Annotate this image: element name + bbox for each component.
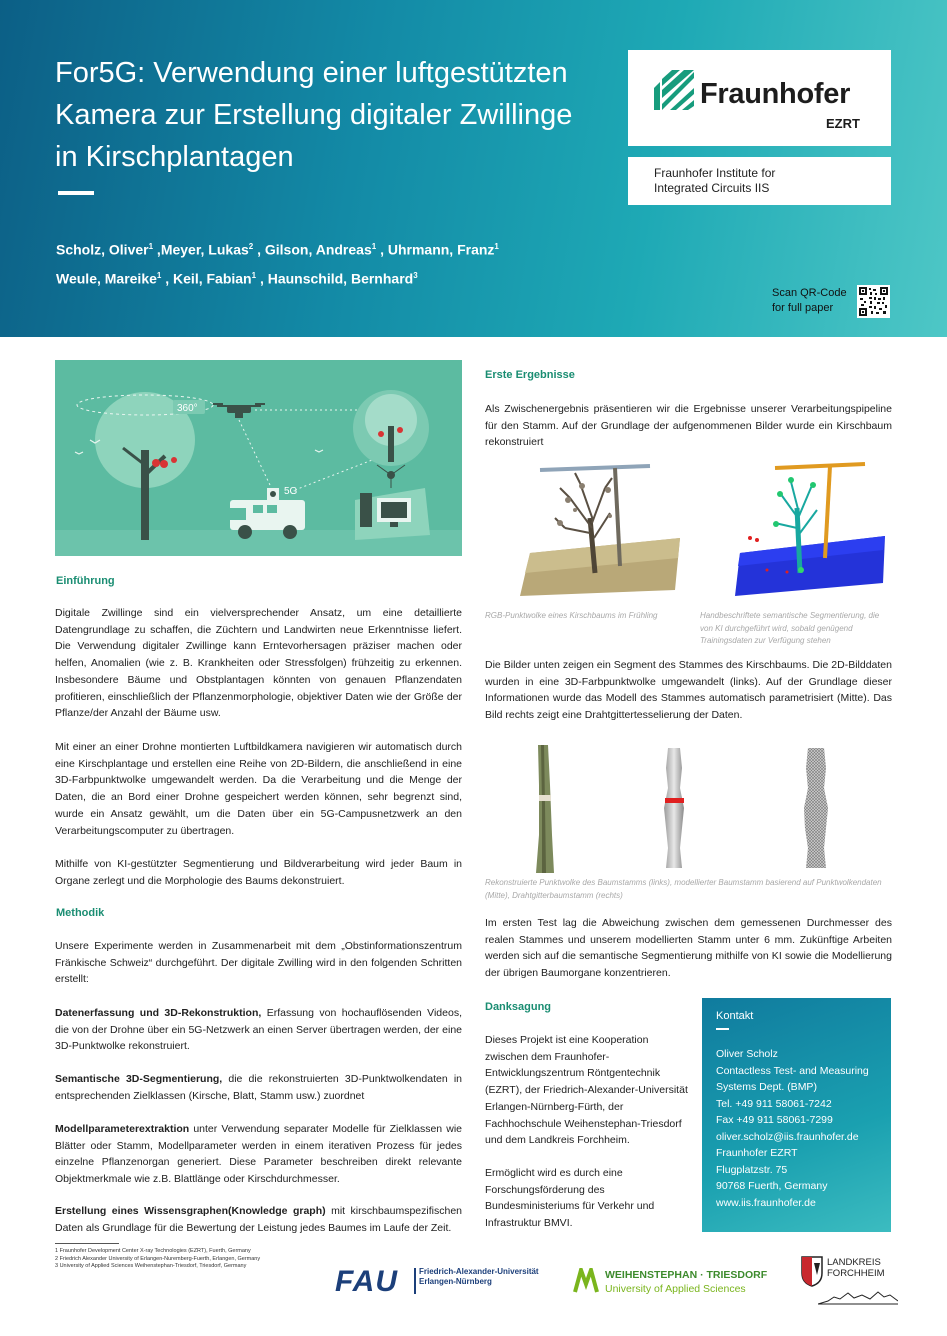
institute-line: Fraunhofer Institute for: [654, 166, 776, 180]
forchheim-crest-icon: [800, 1255, 824, 1287]
label-5g: 5G: [284, 486, 298, 497]
contact-city: 90768 Fuerth, Germany: [716, 1180, 828, 1192]
author-name: , Gilson, Andreas: [253, 241, 372, 258]
fau-name: [419, 1267, 539, 1287]
author-name: Scholz, Oliver: [56, 241, 149, 258]
contact-heading: Kontakt: [716, 1010, 754, 1022]
poster-title: [55, 52, 615, 178]
author-name: Weule, Mareike: [56, 270, 157, 287]
caption-rgb-cloud: RGB-Punktwolke eines Kirschbaums im Frühling: [485, 611, 658, 620]
contact-department: Systems Dept. (BMP): [716, 1081, 817, 1093]
results-paragraph-2: Die Bilder unten zeigen ein Segment des Stammes des Kirschbaums. Die 2D-Bilddaten wurden in eine 3D-Farbpunktwolke umgewandelt (links). Auf der Grundlage dieser Informationen wurde das Modell des Stammes automatisch parametrisiert (Mitte). Das Bild rechts zeigt eine Drahtgittertesselierung der Daten.: [485, 659, 892, 722]
intro-paragraph-2: Mit einer an einer Drohne montierten Luftbildkamera navigieren wir automatisch durch eine Kirschplantage und erstellen eine Reihe von 2D-Bildern, die anschließend in eine 3D-Farbpunktwolke umgewandelt werden. Da die Verarbeitung und die Menge der Daten, die an Bord einer Drohne gespeichert werden können, sehr begrenzt sind, wurde ein Ansatz gewählt, um die Daten über ein 5G-Campusnetzwerk an den Verarbeitungscomputer zu übertragen.: [55, 741, 462, 837]
computer-icon: [355, 488, 430, 540]
fraunhofer-logo-mark-icon: [654, 70, 694, 110]
forchheim-name: [827, 1257, 885, 1279]
step-text: mit kirschbaumspezifischen Daten als Grundlage für die Bewertung der Leistung jedes Baumes im Laufe der Zeit.: [55, 1205, 462, 1234]
affiliation-mark: 3: [413, 270, 418, 280]
contact-box: [702, 998, 891, 1232]
step-title: Semantische 3D-Segmentierung,: [55, 1073, 223, 1085]
contact-fax: Fax +49 911 58061-7299: [716, 1114, 833, 1126]
footnote-divider: [55, 1243, 119, 1244]
author-name: , Haunschild, Bernhard: [256, 270, 414, 287]
fau-wordmark: FAU: [335, 1265, 398, 1298]
method-paragraph-1: Unsere Experimente werden in Zusammenarbeit mit dem „Obstinformationszentrum Fränkische Schweiz“ durchgeführt. Der digitale Zwilling wird in den folgenden Schritten erstellt:: [55, 940, 462, 986]
contact-website-link[interactable]: www.iis.fraunhofer.de: [716, 1196, 816, 1209]
logo-wordmark: Fraunhofer: [700, 78, 851, 110]
institute-line: Integrated Circuits IIS: [654, 181, 770, 195]
results-paragraph-3: Im ersten Test lag die Abweichung zwischen dem gemessenen Durchmesser des realen Stammes und unserem modellierten Stamm unter 6 mm. Zukünftige Arbeiten werden sich auf die semantische Segmentierung mithilfe von KI sowie die Modellierung der übrigen Baumorgane konzentrieren.: [485, 917, 892, 980]
segmented-point-cloud-image: [735, 458, 885, 596]
contact-email-link[interactable]: oliver.scholz@iis.fraunhofer.de: [716, 1130, 859, 1143]
title-divider: [58, 191, 94, 195]
affiliation-mark: 1: [148, 242, 154, 251]
fraunhofer-logo: [628, 50, 891, 146]
affiliation-mark: 2: [248, 242, 254, 251]
contact-divider: [716, 1028, 729, 1030]
forchheim-line: FORCHHEIM: [827, 1268, 885, 1279]
qr-caption-line: for full paper: [772, 302, 834, 314]
drone-5g-scene-icon: [55, 360, 462, 556]
label-360: 360°: [177, 403, 198, 414]
step-title: Datenerfassung und 3D-Rekonstruktion,: [55, 1007, 262, 1019]
qr-caption-line: Scan QR-Code: [772, 287, 847, 299]
trunk-model-image: [658, 748, 692, 868]
landkreis-forchheim-logo: [800, 1253, 900, 1308]
qr-pattern: [859, 287, 888, 316]
thanks-paragraph-1: Dieses Projekt ist eine Kooperation zwischen dem Fraunhofer-Entwicklungszentrum Röntgentechnik (EZRT), der Friedrich-Alexander-Universität Erlangen-Nürnberg-Fürth, der Fachhochschule Weihenstephan-Triesdorf und dem Landkreis Forchheim.: [485, 1034, 688, 1147]
author-name: ,Meyer, Lukas: [153, 241, 249, 258]
contact-street: Flugplatzstr. 75: [716, 1163, 788, 1176]
contact-name: Oliver Scholz: [716, 1048, 778, 1060]
author-list: [56, 234, 499, 291]
trunk-wireframe-image: [798, 748, 836, 868]
affiliation-mark: 1: [494, 242, 499, 251]
section-heading-intro: Einführung: [56, 575, 115, 587]
title-line: Kamera zur Erstellung digitaler Zwillinge: [55, 99, 573, 131]
step-text: Erfassung von hochauflösenden Videos, die von der Drohne über ein 5G-Netzwerk an einen Server übertragen werden, der eine 3D-Punktwolke rekonstruiert.: [55, 1007, 462, 1053]
fau-name-line: Erlangen-Nürnberg: [419, 1277, 492, 1286]
wt-subtitle: University of Applied Sciences: [605, 1283, 746, 1295]
method-step-3: [55, 1121, 462, 1188]
contact-org: Fraunhofer EZRT: [716, 1147, 798, 1159]
method-step-4: [55, 1203, 462, 1236]
institute-box: [628, 157, 891, 205]
step-title: Erstellung eines Wissensgraphen(Knowledge graph): [55, 1205, 326, 1217]
section-heading-results: Erste Ergebnisse: [485, 369, 575, 381]
affiliation-mark: 1: [371, 242, 377, 251]
logo-subtitle: EZRT: [826, 116, 860, 131]
trunk-point-cloud-image: [530, 745, 558, 873]
fau-name-line: Friedrich-Alexander-Universität: [419, 1267, 539, 1276]
poster-header: [0, 0, 947, 337]
wt-leaf-icon: [573, 1268, 599, 1294]
hero-illustration: [55, 360, 462, 556]
footnotes: [55, 1248, 260, 1271]
caption-segmentation: Handbeschriftete semantische Segmentierung, die von KI durchgeführt wird, sobald genügend Trainingsdaten zur Verfügung stehen: [700, 611, 880, 645]
intro-paragraph-1: Digitale Zwillinge sind ein vielversprechender Ansatz, um eine detaillierte Datengrundlage zu schaffen, die Züchtern und Landwirten neue Erkenntnisse liefert. Die Verwendung digitaler Zwillinge kann Erntevorhersagen präziser machen oder helfen, Anomalien (wie z. B. Krankheiten oder Stressfolgen) frühzeitig zu erkennen. Insbesondere Bäume und Obstplantagen könnten von genauen Pflanzendaten profitieren, einschließlich der Pflanzenmorphologie, objektiver Daten wie der Größe der Pflanze/der Anzahl der Bäume usw.: [55, 607, 462, 720]
fau-divider: [414, 1268, 416, 1294]
title-line: in Kirschplantagen: [55, 141, 294, 173]
method-step-1: [55, 1005, 462, 1055]
step-text: unter Verwendung separater Modelle für Zielklassen wie Blätter oder Stamm, Modellparameter werden in einem iterativen Prozess für jedes einzelne Pflanzenorgan generiert. Diese Parameter beschreiben direkt relevante Objektmerkmale wie z.B. Blattlänge oder Kirschdurchmesser.: [55, 1123, 462, 1186]
contact-phone: Tel. +49 911 58061-7242: [716, 1097, 832, 1110]
results-paragraph-1: Als Zwischenergebnis präsentieren wir die Ergebnisse unserer Verarbeitungspipeline für den Stamm. Auf der Grundlage der aufgenommenen Bilder wurde ein Kirschbaum rekonstruiert: [485, 403, 892, 449]
thanks-paragraph-2: Ermöglicht wird es durch eine Forschungsförderung des Bundesministeriums für Verkehr und Infrastruktur BMVI.: [485, 1167, 655, 1230]
footnote: 1 Fraunhofer Development Center X-ray Technologies (EZRT), Fuerth, Germany: [55, 1248, 251, 1254]
step-text: die die rekonstruierten 3D-Punktwolkendaten in entsprechenden Zielklassen (Kirsche, Blatt, Stamm usw.) zuordnet: [55, 1073, 463, 1102]
contact-department: Contactless Test- and Measuring: [716, 1064, 869, 1077]
footnote: 3 University of Applied Sciences Weihenstephan-Triesdorf, Triesdorf, Germany: [55, 1263, 247, 1269]
affiliation-mark: 1: [156, 270, 162, 280]
weihenstephan-triesdorf-logo: [573, 1266, 773, 1298]
author-line-2: [56, 263, 499, 292]
author-name: , Uhrmann, Franz: [376, 241, 495, 258]
skyline-icon: [818, 1289, 898, 1305]
section-heading-method: Methodik: [56, 907, 105, 919]
footnote: 2 Friedrich Alexander University of Erlangen-Nuremberg-Fuerth, Erlangen, Germany: [55, 1255, 261, 1262]
title-line: For5G: Verwendung einer luftgestützten: [55, 57, 568, 89]
qr-caption: [772, 286, 847, 316]
caption-trunk: Rekonstruierte Punktwolke des Baumstamms (links), modellierter Baumstamm basierend auf Punktwolkendaten (Mitte), Drahtgitterbaumstamm (rechts): [485, 878, 882, 900]
wt-name: WEIHENSTEPHAN · TRIESDORF: [605, 1269, 768, 1281]
intro-paragraph-3: Mithilfe von KI-gestützter Segmentierung und Bildverarbeitung wird jeder Baum in Organe zerlegt und die Morphologie des Baums dekonstruiert.: [55, 858, 462, 887]
fau-logo: [335, 1265, 545, 1299]
rgb-point-cloud-image: [520, 458, 685, 596]
affiliation-mark: 1: [251, 270, 257, 280]
qr-code-icon[interactable]: [857, 285, 890, 318]
author-line-1: [56, 234, 499, 263]
method-step-2: [55, 1071, 462, 1104]
step-title: Modellparameterextraktion: [55, 1123, 190, 1135]
section-heading-thanks: Danksagung: [485, 1001, 552, 1013]
author-name: , Keil, Fabian: [161, 270, 252, 287]
forchheim-line: LANDKREIS: [827, 1257, 881, 1268]
